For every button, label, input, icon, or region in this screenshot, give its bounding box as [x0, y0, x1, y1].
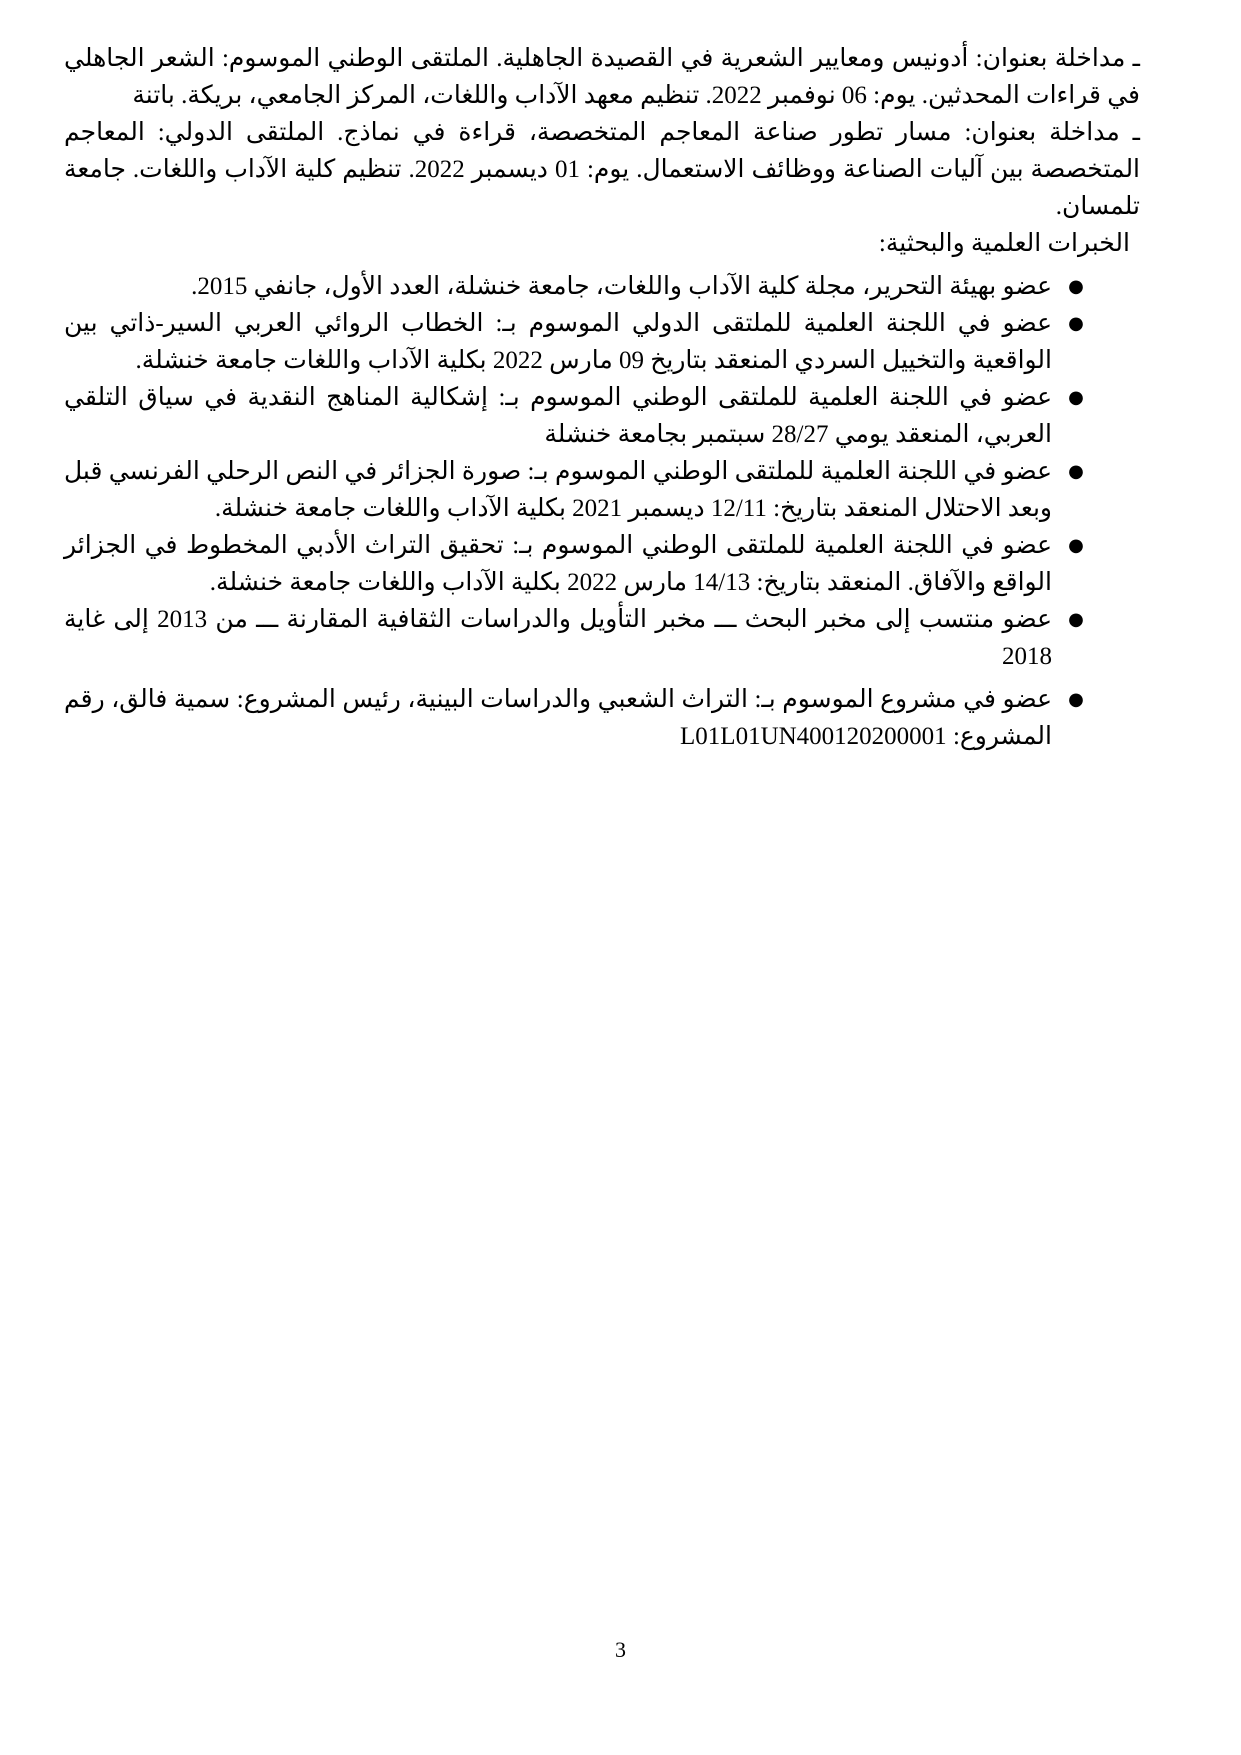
section-heading: الخبرات العلمية والبحثية: — [878, 230, 1130, 257]
list-item-text: عضو في اللجنة العلمية للملتقى الدولي الموسوم بـ: الخطاب الروائي العربي السير-ذاتي بين الواقعية والتخييل السردي المنعقد بتاريخ 09 مارس 2022 بكلية الآداب واللغات جامعة خنشلة. — [64, 310, 1052, 374]
list-item-text: عضو بهيئة التحرير، مجلة كلية الآداب واللغات، جامعة خنشلة، العدد الأول، جانفي 2015. — [191, 273, 1052, 300]
list-item — [64, 305, 1140, 379]
bullet-icon: ● — [1068, 689, 1084, 710]
experience-list — [64, 268, 1140, 755]
bullet-icon: ● — [1068, 276, 1084, 297]
bullet-icon: ● — [1068, 535, 1084, 556]
bullet-icon: ● — [1068, 313, 1084, 334]
list-item — [64, 379, 1140, 453]
list-item — [64, 268, 1140, 305]
paragraph-conference-1: ـ مداخلة بعنوان: أدونيس ومعايير الشعرية في القصيدة الجاهلية. الملتقى الوطني الموسوم: الشعر الجاهلي في قراءات المحدثين. يوم: 06 نوفمبر 2022. تنظيم معهد الآداب واللغات، المركز الجامعي، بريكة. باتنة — [64, 45, 1140, 109]
page-content — [64, 40, 1140, 755]
list-item — [64, 527, 1140, 601]
page-number: 3 — [615, 1637, 626, 1662]
list-item — [64, 681, 1140, 755]
paragraph-conference-2: ـ مداخلة بعنوان: مسار تطور صناعة المعاجم المتخصصة، قراءة في نماذج. الملتقى الدولي: المعاجم المتخصصة بين آليات الصناعة ووظائف الاستعمال. يوم: 01 ديسمبر 2022. تنظيم كلية الآداب واللغات. جامعة تلمسان. — [64, 119, 1141, 220]
bullet-icon: ● — [1068, 461, 1084, 482]
bullet-icon: ● — [1068, 387, 1084, 408]
list-item-text: عضو في مشروع الموسوم بـ: التراث الشعبي والدراسات البينية، رئيس المشروع: سمية فالق، رقم المشروع: L01L01UN400120200001 — [64, 686, 1052, 750]
list-item — [64, 601, 1140, 675]
list-item-text: عضو منتسب إلى مخبر البحث ـــ مخبر التأويل والدراسات الثقافية المقارنة ـــ من 2013 إلى غاية 2018 — [64, 606, 1053, 670]
bullet-icon: ● — [1068, 609, 1084, 630]
list-item-text: عضو في اللجنة العلمية للملتقى الوطني الموسوم بـ: صورة الجزائر في النص الرحلي الفرنسي قبل وبعد الاحتلال المنعقد بتاريخ: 12/11 ديسمبر 2021 بكلية الآداب واللغات جامعة خنشلة. — [64, 458, 1052, 522]
list-item — [64, 453, 1140, 527]
list-item-text: عضو في اللجنة العلمية للملتقى الوطني الموسوم بـ: تحقيق التراث الأدبي المخطوط في الجزائر الواقع والآفاق. المنعقد بتاريخ: 14/13 مارس 2022 بكلية الآداب واللغات جامعة خنشلة. — [64, 532, 1052, 596]
list-item-text: عضو في اللجنة العلمية للملتقى الوطني الموسوم بـ: إشكالية المناهج النقدية في سياق التلقي العربي، المنعقد يومي 28/27 سبتمبر بجامعة خنشلة — [64, 384, 1052, 448]
